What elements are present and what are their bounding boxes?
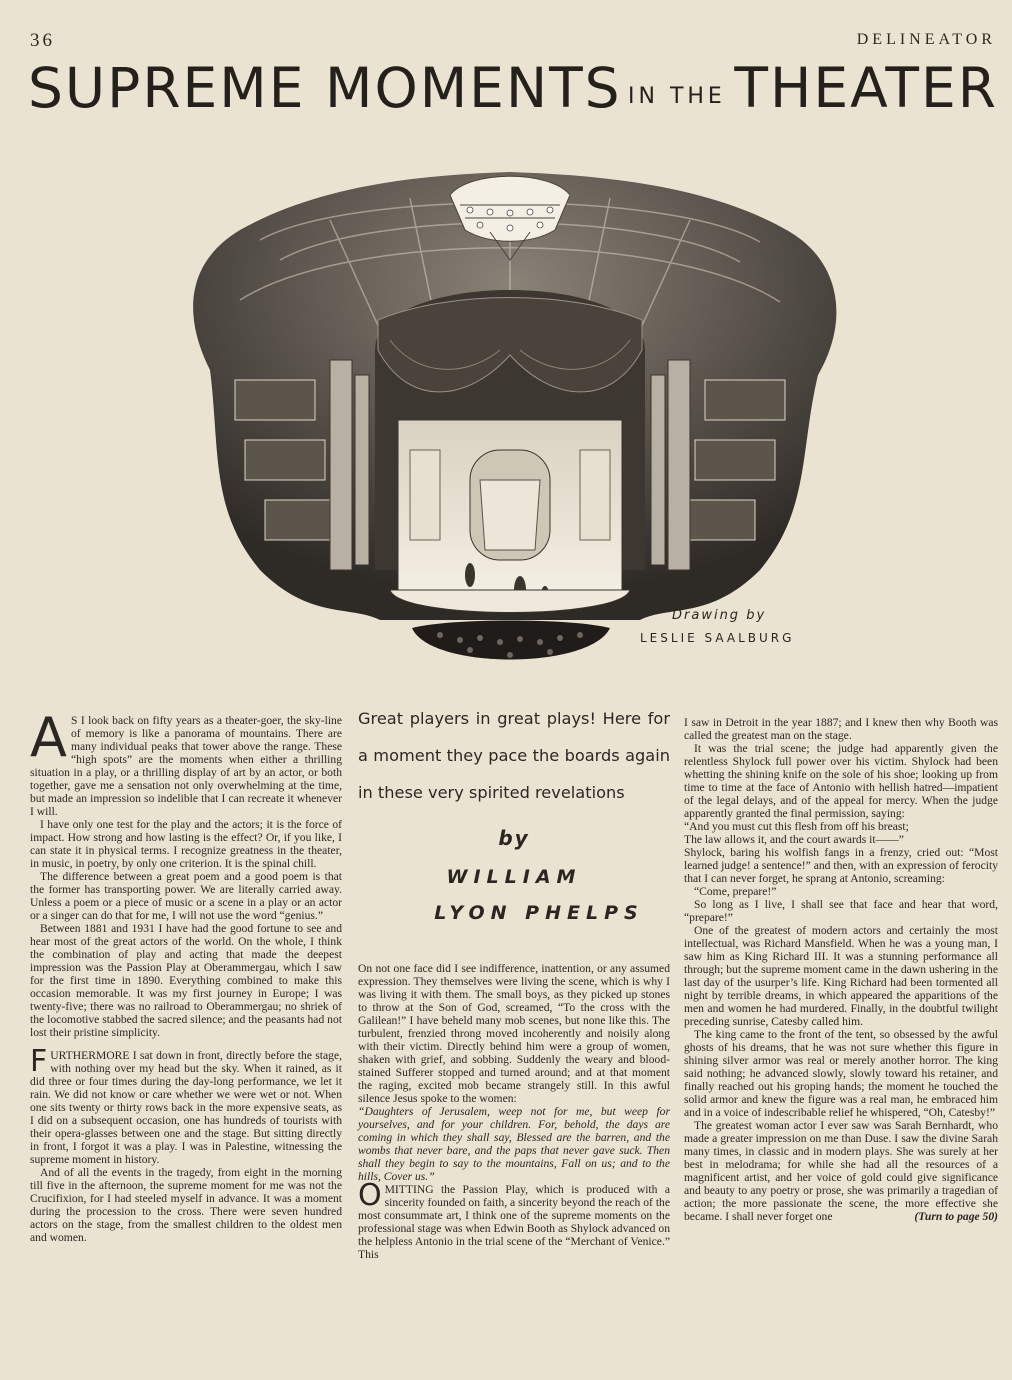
paragraph: Between 1881 and 1931 I have had the good fortune to see and hear most of the great actors of the world. On the whole, I think the combination of play and acting that made the deepest impression was the Passion Play at Oberammergau, which I saw for the first time in 1890. Everything combined to make this occasion memorable. It was my first journey in Europe; I was twenty-five; there was no railroad to Oberammergau; no shriek of the locomotive stabbed the sacred silence; and the peasants had not lost their pristine simplicity. <box>30 922 342 1039</box>
illustration-credit <box>640 608 794 645</box>
dropcap: O <box>358 1178 382 1213</box>
paragraph-text: MITTING the Passion Play, which is produced with a sincerity founded on faith, a sincerity beyond the reach of the most consummate art, I think one of the supreme moments on the professional stage was when Edwin Booth as Shylock advanced on the helpless Antonio in the trial scene of the “Merchant of Venice.” This <box>358 1183 670 1261</box>
paragraph: The king came to the front of the tent, so obsessed by the awful ghosts of his dreams, that he was not sure whether this figure in shining silver armor was real or merely another horror. The king said nothing; he advanced slowly, slowly toward his retainer, and finally reached out his groping hands; the moment he touched the solid armor and knew the figure was a real man, he embraced him and in a voice of indescribable relief he whispered, “Oh, Catesby!” <box>684 1028 998 1119</box>
continuation-note: (Turn to page 50) <box>914 1210 998 1223</box>
article-column-1 <box>30 706 342 1244</box>
headline-part2: IN THE <box>628 84 726 109</box>
paragraph: The difference between a great poem and a good poem is that the former has transporting power. We are literally carried away. Unless a poem or a piece of music or a scene in a play or an actor or a singer can do that for me, I will not use the word “genius.” <box>30 870 342 922</box>
paragraph: And of all the events in the tragedy, from eight in the morning till five in the afternoon, the supreme moment for me was not the Crucifixion, for I had steeled myself in advance. It was a moment during the procession to the cross. There were seven hundred actors on the stage, from the smallest children to the oldest men and women. <box>30 1166 342 1244</box>
paragraph-text: S I look back on fifty years as a theater-goer, the sky-line of memory is like a panorama of mountains. There are many individual peaks that tower above the range. These “high spots” are the moments when either a thrilling situation in a play, or a thrilling display of art by an actor, or both together, gave me a sensation not only overwhelming at the time, but made an impression so indelible that I can recreate it whenever I will. <box>30 714 342 818</box>
credit-line1: Drawing by <box>672 608 767 623</box>
headline-part1: SUPREME MOMENTS <box>28 56 622 120</box>
paragraph <box>30 1044 342 1166</box>
article-column-3 <box>684 716 998 1223</box>
headline-part3: THEATER <box>734 56 998 120</box>
author-first-name: WILLIAM <box>446 866 582 888</box>
paragraph <box>684 1119 998 1223</box>
credit-line2: LESLIE SAALBURG <box>640 631 795 645</box>
paragraph <box>358 1178 670 1261</box>
headline <box>28 56 998 126</box>
dropcap: A <box>30 706 67 769</box>
byline-by: by <box>498 826 530 850</box>
dropcap: F <box>30 1044 48 1079</box>
author-last-name: LYON PHELPS <box>434 902 644 924</box>
article-deck: Great players in great plays! Here for a moment they pace the boards again in these very spirited revelations <box>358 709 670 802</box>
paragraph: On not one face did I see indifference, inattention, or any assumed expression. They themselves were living the scene, which is why I was living it with them. The small boys, as they picked up stones to throw at the Son of God, screamed, “To the cross with the Galilean!” I have beheld many mob scenes, but none like this. The turbulent, frenzied throng moved incoherently and noisily along with their victim. Directly behind him were a group of women, shaken with grief, and sobbing. Suddenly the weary and blood-stained Sufferer stopped and turned around; and at that moment the raging, excited mob became strangely still. In this awful silence Jesus spoke to the women: <box>358 962 670 1105</box>
verse-line: The law allows it, and the court awards it——” <box>684 833 904 846</box>
paragraph-text: URTHERMORE I sat down in front, directly before the stage, with nothing over my head but the sky. When it rained, as it did three or four times during the day-long performance, we let it rain. We did not know or care whether we were wet or not. When one sits twenty or thirty rows back in the more expensive seats, as I did on a subsequent occasion, one has hundreds of tourists with their opera-glasses between one and the stage. But sitting directly in front, I forgot it was a play. I was in Palestine, witnessing the supreme moment in history. <box>30 1049 342 1166</box>
paragraph-text: The greatest woman actor I ever saw was Sarah Bernhardt, who made a greater impression on me than Duse. I saw the divine Sarah many times, in classic and in modern plays. She was surely at her best in melodrama; for while she had all the resources of a magnificent artist, and her voice of gold could give significance and beauty to any poetry or prose, she was primarily a tragedian of action; the more passionate the scene, the more effective she became. I shall never forget one <box>684 1119 998 1223</box>
paragraph: “Come, prepare!” <box>694 885 777 898</box>
paragraph: It was the trial scene; the judge had apparently given the relentless Shylock full power over his victim. Shylock had been whetting the shining knife on the sole of his shoe; looking up from time to time at the face of Antonio with hellish hatred—impatient of the legal delays, and of the appeal for mercy. When the judge apparently granted the final permission, saying: <box>684 742 998 820</box>
scripture-quote: “Daughters of Jerusalem, weep not for me, but weep for yourselves, and for your children. For, behold, the days are coming in which they shall say, Blessed are the barren, and the wombs that never bare, and the paps that never gave suck. Then shall they begin to say to the mountains, Fall on us; and to the hills, Cover us.” <box>358 1105 670 1183</box>
page-number: 36 <box>30 30 55 51</box>
paragraph: I saw in Detroit in the year 1887; and I knew then why Booth was called the greatest man on the stage. <box>684 716 998 742</box>
byline <box>358 826 670 924</box>
paragraph: One of the greatest of modern actors and certainly the most intellectual, was Richard Mansfield. When he was a young man, I saw him as King Richard III. It was a stunning performance all through; but the supreme moment came in the dawn ushering in the last day of the usurper’s life. King Richard had been tormented all night by terrible dreams, in which appeared the apparitions of the men and women he had murdered. Finally, in the doubtful twilight preceding sunrise, Catesby called him. <box>684 924 998 1028</box>
magazine-name: DELINEATOR <box>856 31 996 48</box>
paragraph: I have only one test for the play and the actors; it is the force of impact. How strong and how lasting is the effect? Or, if you like, I can state it in physical terms. I recognize greatness in the theater, in music, in poetry, by only one criterion. It is the spinal chill. <box>30 818 342 870</box>
article-column-2 <box>358 962 670 1261</box>
verse-line: “And you must cut this flesh from off his breast; <box>684 820 909 833</box>
paragraph: So long as I live, I shall see that face and hear that word, “prepare!” <box>684 898 998 924</box>
paragraph <box>30 706 342 818</box>
paragraph: Shylock, baring his wolfish fangs in a frenzy, cried out: “Most learned judge! a sentence!” and then, with an expression of ferocity that I can never forget, he sprang at Antonio, screaming: <box>684 846 998 885</box>
